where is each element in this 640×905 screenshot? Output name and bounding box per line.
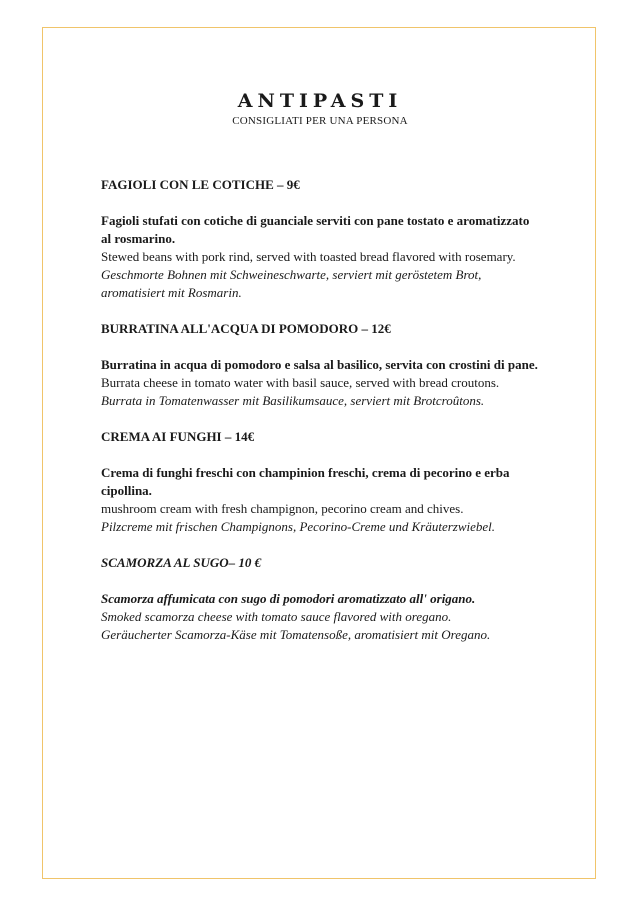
menu-title: ANTIPASTI — [237, 90, 403, 112]
dish-fagioli — [101, 176, 541, 302]
dish-description-german: Geschmorte Bohnen mit Schweineschwarte, serviert mit geröstetem Brot, aromatisiert mit Rosmarin. — [101, 267, 482, 300]
dish-name: FAGIOLI CON LE COTICHE – 9€ — [101, 177, 300, 192]
dish-crema-funghi — [101, 428, 541, 536]
dish-burratina — [101, 320, 541, 410]
dish-name: CREMA AI FUNGHI – 14€ — [101, 429, 255, 444]
dish-description-italian: Fagioli stufati con cotiche di guanciale serviti con pane tostato e aromatizzato al rosmarino. — [101, 213, 530, 246]
dish-name: BURRATINA ALL'ACQUA DI POMODORO – 12€ — [101, 321, 391, 336]
dish-description-english: mushroom cream with fresh champignon, pecorino cream and chives. — [101, 501, 464, 516]
dish-description-german: Pilzcreme mit frischen Champignons, Pecorino-Creme und Kräuterzwiebel. — [101, 519, 496, 534]
dish-description-german: Burrata in Tomatenwasser mit Basilikumsauce, serviert mit Brotcroûtons. — [101, 393, 485, 408]
dish-description-english: Smoked scamorza cheese with tomato sauce flavored with oregano. — [101, 609, 452, 624]
menu-subtitle: CONSIGLIATI PER UNA PERSONA — [232, 115, 408, 127]
dish-description-italian: Scamorza affumicata con sugo di pomodori aromatizzato all' origano. — [101, 591, 476, 606]
dish-description-english: Burrata cheese in tomato water with basil sauce, served with bread croutons. — [101, 375, 500, 390]
dish-description-english: Stewed beans with pork rind, served with toasted bread flavored with rosemary. — [101, 249, 516, 264]
dish-scamorza — [101, 554, 541, 644]
dish-description-german: Geräucherter Scamorza-Käse mit Tomatensoße, aromatisiert mit Oregano. — [101, 627, 491, 642]
menu-content — [101, 176, 541, 662]
dish-name: SCAMORZA AL SUGO– 10 € — [101, 555, 262, 570]
dish-description-italian: Burratina in acqua di pomodoro e salsa al basilico, servita con crostini di pane. — [101, 357, 538, 372]
dish-description-italian: Crema di funghi freschi con champinion freschi, crema di pecorino e erba cipollina. — [101, 465, 510, 498]
